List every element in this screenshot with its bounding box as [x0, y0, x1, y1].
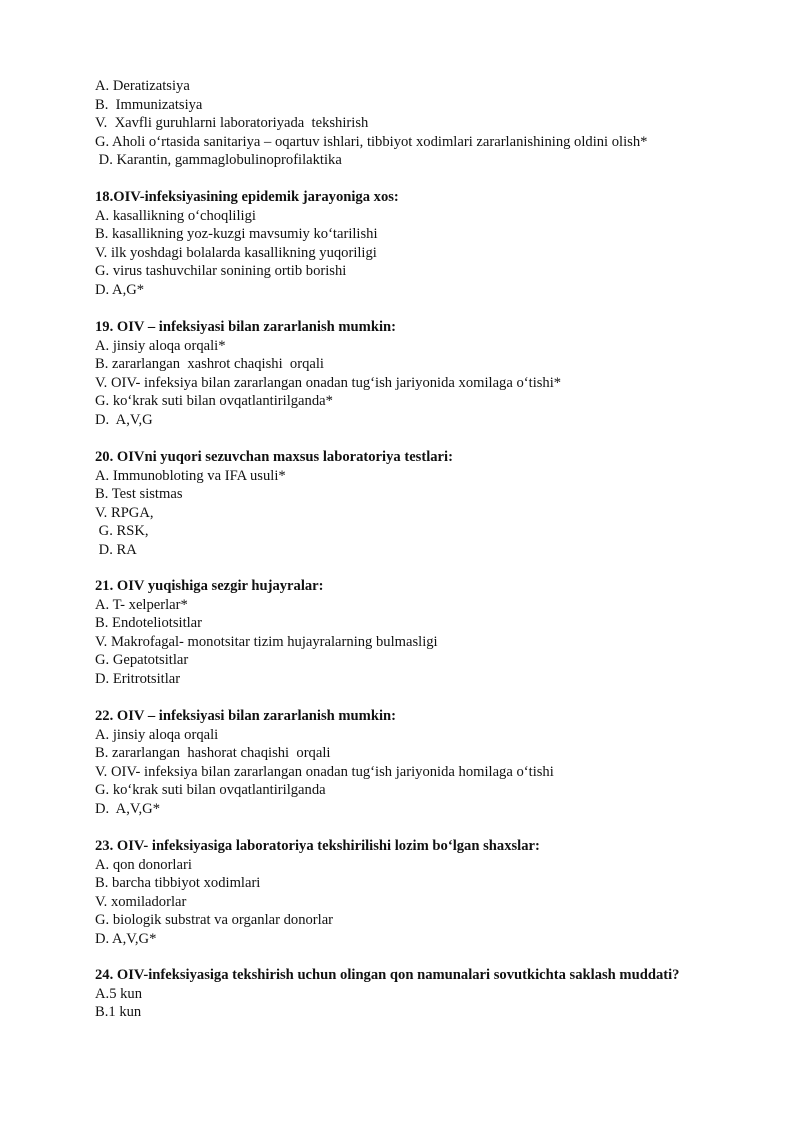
option: A. T- xelperlar*	[95, 596, 188, 613]
option: B. Immunizatsiya	[95, 96, 203, 113]
option: B. Endoteliotsitlar	[95, 615, 203, 632]
option: A. jinsiy aloqa orqali	[95, 726, 219, 743]
question-18	[95, 188, 755, 300]
option: B. zararlangan xashrot chaqishi orqali	[95, 356, 324, 373]
option: G. biologik substrat va organlar donorlar	[95, 912, 334, 929]
question-title: 22. OIV – infeksiyasi bilan zararlanish mumkin:	[95, 708, 396, 724]
question-title: 19. OIV – infeksiyasi bilan zararlanish mumkin:	[95, 319, 396, 335]
option: D. Eritrotsitlar	[95, 670, 181, 687]
option: B.1 kun	[95, 1004, 142, 1021]
question-22	[95, 707, 755, 819]
question-title: 23. OIV- infeksiyasiga laboratoriya tekshirilishi lozim bo‘lgan shaxslar:	[95, 838, 540, 854]
option: A. kasallikning o‘choqliligi	[95, 207, 256, 224]
question-19	[95, 318, 755, 430]
question-24	[95, 966, 755, 1022]
option: V. Xavfli guruhlarni laboratoriyada tekshirish	[95, 115, 369, 132]
option: B. zararlangan hashorat chaqishi orqali	[95, 745, 331, 762]
option: V. ilk yoshdagi bolalarda kasallikning yuqoriligi	[95, 244, 377, 261]
option: B. barcha tibbiyot xodimlari	[95, 875, 261, 892]
option: G. ko‘krak suti bilan ovqatlantirilganda	[95, 782, 326, 799]
option: D. RA	[95, 541, 137, 558]
option: V. RPGA,	[95, 504, 154, 521]
option: D. A,V,G*	[95, 800, 161, 817]
question-title: 20. OIVni yuqori sezuvchan maxsus laboratoriya testlari:	[95, 449, 453, 465]
option: D. A,V,G*	[95, 930, 157, 947]
option: D. A,G*	[95, 281, 145, 298]
option: A.5 kun	[95, 985, 143, 1002]
option: A. jinsiy aloqa orqali*	[95, 337, 226, 354]
option: V. OIV- infeksiya bilan zararlangan onadan tug‘ish jariyonida homilaga o‘tishi	[95, 763, 554, 780]
question-20	[95, 448, 755, 560]
option: D. Karantin, gammaglobulinoprofilaktika	[95, 152, 342, 169]
option: V. Makrofagal- monotsitar tizim hujayralarning bulmasligi	[95, 633, 438, 650]
option: G. RSK,	[95, 523, 149, 540]
option: B. kasallikning yoz-kuzgi mavsumiy ko‘tarilishi	[95, 226, 378, 243]
option: D. A,V,G	[95, 411, 153, 428]
top-options	[95, 77, 755, 170]
option: G. virus tashuvchilar sonining ortib borishi	[95, 263, 347, 280]
question-21	[95, 577, 755, 689]
option: A. Immunobloting va IFA usuli*	[95, 467, 286, 484]
option: A. qon donorlari	[95, 856, 192, 873]
option: V. xomiladorlar	[95, 893, 187, 910]
question-23	[95, 837, 755, 949]
option: G. ko‘krak suti bilan ovqatlantirilganda*	[95, 393, 333, 410]
option: V. OIV- infeksiya bilan zararlangan onadan tug‘ish jariyonida xomilaga o‘tishi*	[95, 374, 562, 391]
option: A. Deratizatsiya	[95, 78, 190, 94]
option: G. Aholi o‘rtasida sanitariya – oqartuv ishlari, tibbiyot xodimlari zararlanishining oldini olish*	[95, 133, 648, 150]
question-title: 24. OIV-infeksiyasiga tekshirish uchun olingan qon namunalari sovutkichta saklash muddati?	[95, 967, 680, 983]
option: B. Test sistmas	[95, 486, 183, 503]
question-title: 21. OIV yuqishiga sezgir hujayralar:	[95, 578, 324, 594]
option: G. Gepatotsitlar	[95, 652, 189, 669]
question-title: 18.OIV-infeksiyasining epidemik jarayoniga xos:	[95, 189, 399, 205]
